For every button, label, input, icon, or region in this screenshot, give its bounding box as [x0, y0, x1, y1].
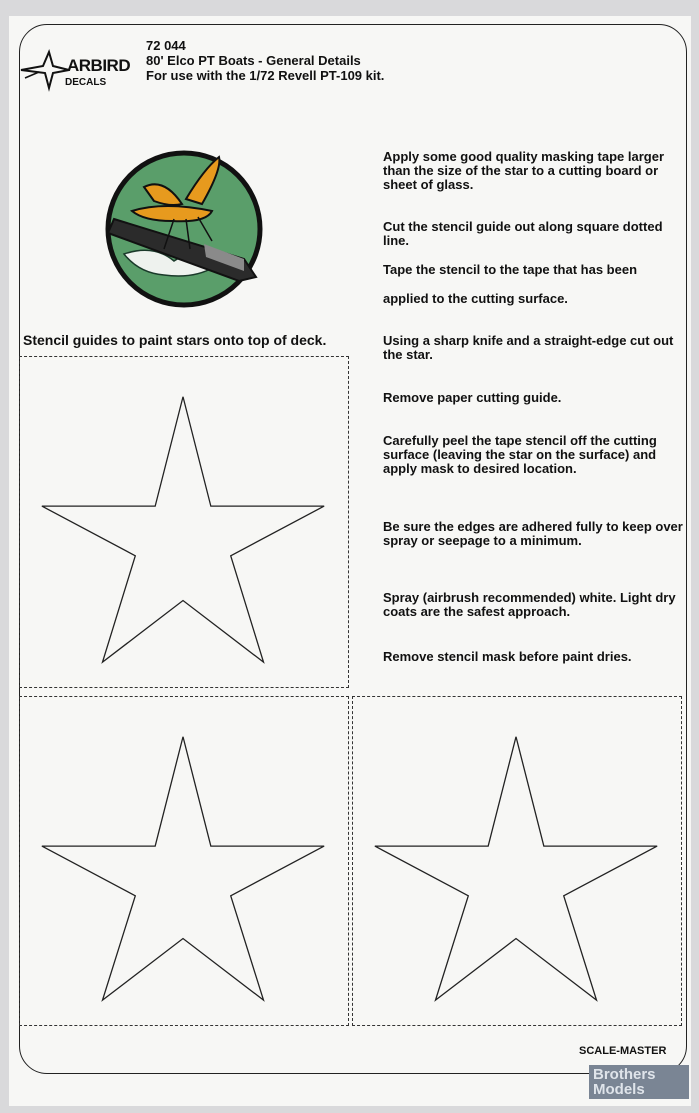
instruction-8: Be sure the edges are adhered fully to keep over spray or seepage to a minimum. [383, 519, 683, 548]
stencil-guides-title: Stencil guides to paint stars onto top of deck. [23, 332, 327, 348]
product-title: 80' Elco PT Boats - General Details [146, 53, 361, 68]
instruction-4: applied to the cutting surface. [383, 291, 568, 306]
star-icon [20, 357, 348, 687]
star-icon [20, 697, 348, 1025]
scale-master-logo: SCALE-MASTER [579, 1045, 667, 1057]
instruction-5: Using a sharp knife and a straight-edge cut out the star. [383, 333, 674, 362]
star-icon [353, 697, 681, 1025]
brothers-models-watermark: Brothers Models [589, 1065, 689, 1099]
product-code: 72 044 [146, 38, 186, 53]
brand-sub: DECALS [65, 77, 107, 88]
brand-name: ARBIRD [67, 56, 131, 75]
product-subtitle: For use with the 1/72 Revell PT-109 kit. [146, 68, 385, 83]
instruction-2: Cut the stencil guide out along square dotted line. [383, 219, 663, 248]
stencil-guide-1[interactable] [19, 356, 349, 688]
warbird-logo [19, 44, 137, 104]
decal-sheet [9, 16, 691, 1106]
instruction-7: Carefully peel the tape stencil off the cutting surface (leaving the star on the surface) and apply mask to desired location. [383, 433, 657, 476]
mosquito-insignia-icon [94, 149, 274, 309]
footer-logos [579, 1045, 689, 1100]
stencil-guide-2[interactable] [19, 696, 349, 1026]
sheet-header [146, 38, 384, 83]
instruction-6: Remove paper cutting guide. [383, 390, 562, 405]
instruction-3: Tape the stencil to the tape that has been [383, 262, 638, 277]
stencil-guide-3[interactable] [352, 696, 682, 1026]
instruction-9: Spray (airbrush recommended) white. Light dry coats are the safest approach. [383, 590, 676, 619]
plane-icon [19, 48, 71, 94]
instruction-1: Apply some good quality masking tape larger than the size of the star to a cutting board or sheet of glass. [383, 149, 665, 192]
instruction-10: Remove stencil mask before paint dries. [383, 649, 632, 664]
